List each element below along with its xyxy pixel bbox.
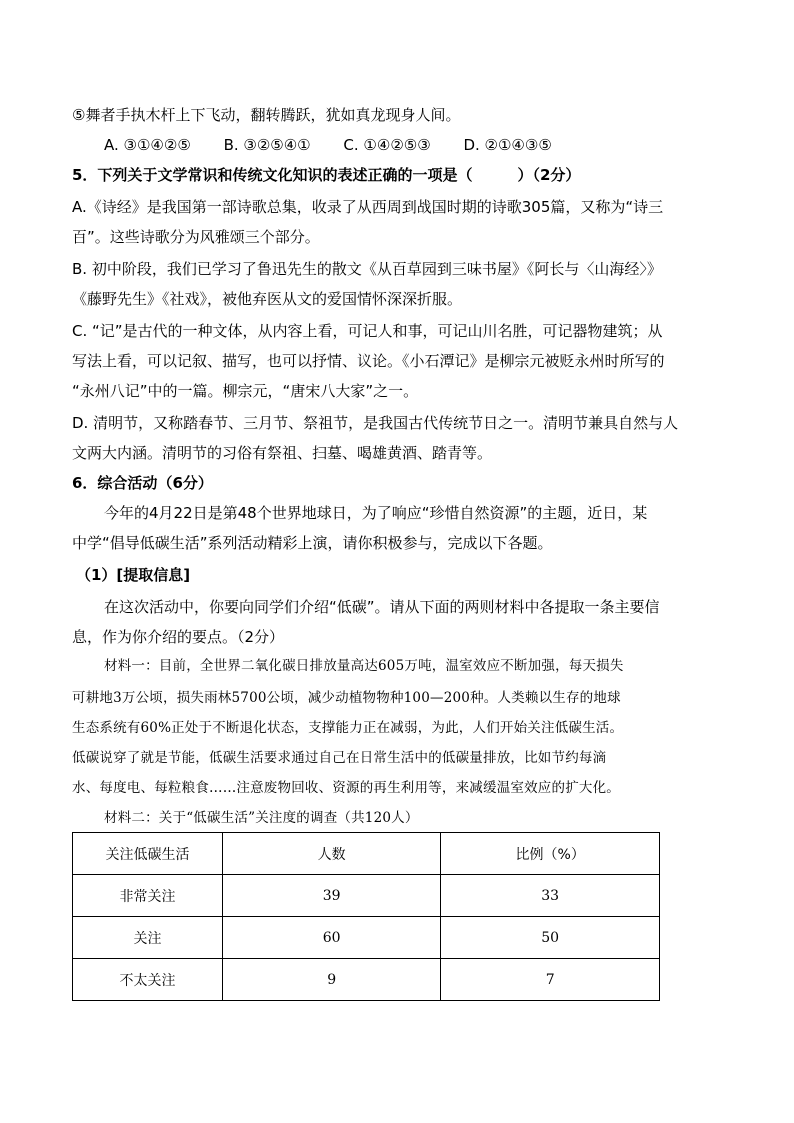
table-header-cell: 人数 [222,833,440,875]
survey-table [72,832,660,1001]
q4-item5: ⑤舞者手执木杆上下飞动，翻转腾跃，犹如真龙现身人间。 [72,106,461,124]
q6-title: 6．综合活动（6分） [72,474,213,492]
material1-line: 材料一：目前，全世界二氧化碳日排放量高达605万吨，温室效应不断加强，每天损失 [104,658,624,674]
q4-options [104,134,754,156]
table-cell: 9 [222,959,440,1001]
q5-option-d-line2: 文两大内涵。清明节的习俗有祭祖、扫墓、喝雄黄酒、踏青等。 [72,444,493,462]
table-row [73,875,660,917]
table-cell: 7 [441,959,660,1001]
table-cell: 39 [222,875,440,917]
material1-line: 低碳说穿了就是节能，低碳生活要求通过自己在日常生活中的低碳量排放，比如节约每滴 [72,750,607,766]
q5-stem: 5．下列关于文学常识和传统文化知识的表述正确的一项是（ ）（2分） [72,166,581,184]
table-header-cell: 比例（%） [441,833,660,875]
table-cell: 不太关注 [73,959,223,1001]
q6-sub1-line2: 息，作为你介绍的要点。（2分） [72,628,285,646]
q6-sub1-title: （1）[提取信息] [76,566,191,584]
table-cell: 60 [222,917,440,959]
material2-title: 材料二：关于“低碳生活”关注度的调查（共120人） [104,810,419,826]
q5-option-b-line2: 《藤野先生》《社戏》，被他弃医从文的爱国情怀深深折服。 [72,290,463,308]
material1-line: 水、每度电、每粒粮食……注意废物回收、资源的再生利用等，来减缓温室效应的扩大化。 [72,780,620,796]
q5-option-b-line1: B. 初中阶段，我们已学习了鲁迅先生的散文《从百草园到三味书屋》《阿长与〈山海经〉》 [72,260,662,278]
material1-line: 可耕地3万公顷，损失雨林5700公顷，减少动植物物种100—200种。人类赖以生存的地球 [72,690,621,706]
q4-option-c: C. ①④②⑤③ [343,136,431,154]
q6-intro-line2: 中学“倡导低碳生活”系列活动精彩上演，请你积极参与，完成以下各题。 [72,534,553,552]
q5-option-d-line1: D. 清明节，又称踏春节、三月节、祭祖节，是我国古代传统节日之一。清明节兼具自然与人 [72,414,679,432]
table-cell: 关注 [73,917,223,959]
q5-option-c-line2: 写法上看，可以记叙、描写，也可以抒情、议论。《小石潭记》是柳宗元被贬永州时所写的 [72,352,665,370]
table-cell: 50 [441,917,660,959]
q4-option-d: D. ②①④③⑤ [463,136,552,154]
q5-option-a-line2: 百”。这些诗歌分为风雅颂三个部分。 [72,228,320,246]
q5-option-a-line1: A.《诗经》是我国第一部诗歌总集，收录了从西周到战国时期的诗歌305篇，又称为“诗三 [72,198,664,216]
q5-option-c-line3: “永州八记”中的一篇。柳宗元，“唐宋八大家”之一。 [72,382,419,400]
q4-option-b: B. ③②⑤④① [223,136,311,154]
q6-intro-line1: 今年的4月22日是第48个世界地球日，为了响应“珍惜自然资源”的主题，近日，某 [104,504,648,522]
table-row [73,959,660,1001]
q4-option-a: A. ③①④②⑤ [104,136,191,154]
table-header-cell: 关注低碳生活 [73,833,223,875]
material1-line: 生态系统有60%正处于不断退化状态，支撑能力正在减弱，为此，人们开始关注低碳生活。 [72,720,624,736]
table-header-row [73,833,660,875]
table-cell: 33 [441,875,660,917]
table-row [73,917,660,959]
q5-option-c-line1: C. “记”是古代的一种文体，从内容上看，可记人和事，可记山川名胜，可记器物建筑；从 [72,322,663,340]
table-cell: 非常关注 [73,875,223,917]
q6-sub1-line1: 在这次活动中，你要向同学们介绍“低碳”。请从下面的两则材料中各提取一条主要信 [104,598,660,616]
